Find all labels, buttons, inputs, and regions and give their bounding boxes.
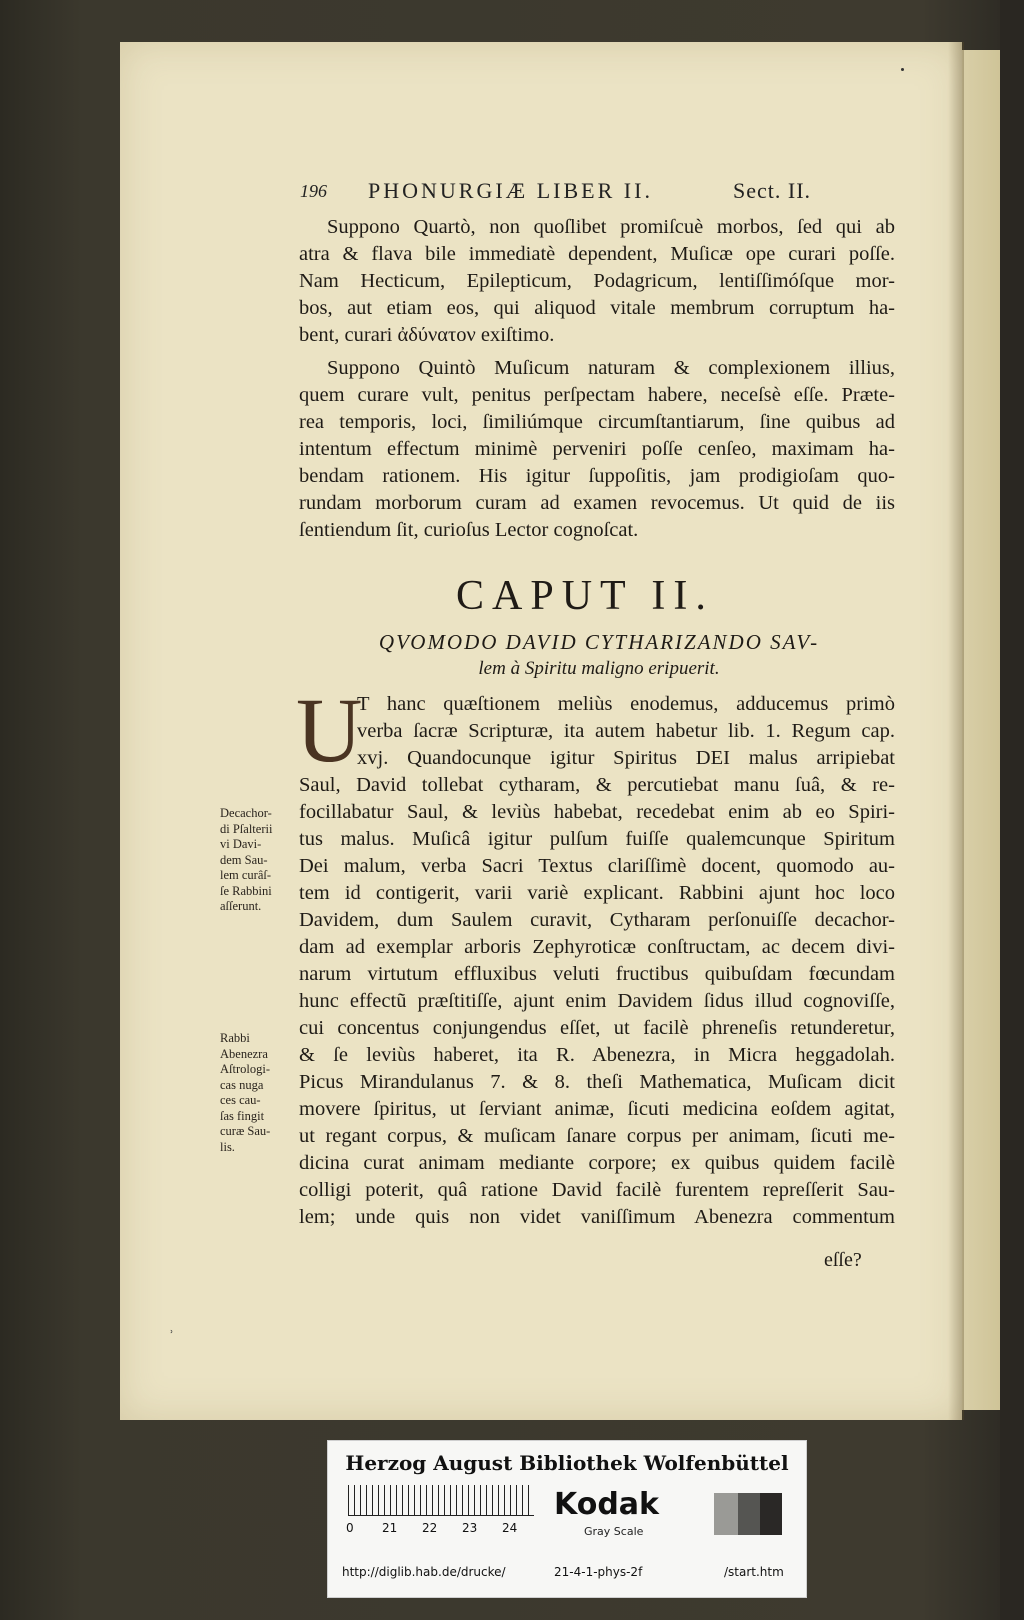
url-row bbox=[328, 1565, 806, 1587]
book-title: PHONURGIÆ LIBER II. bbox=[368, 178, 653, 203]
ruler-labels bbox=[346, 1521, 546, 1539]
margin-note-line: ſas fingit bbox=[220, 1108, 265, 1123]
margin-note-line: ces cau- bbox=[220, 1093, 261, 1107]
gray-swatch-dark bbox=[760, 1493, 782, 1535]
chapter-subtitle bbox=[299, 628, 899, 682]
text-line: narum virtutum effluxibus veluti fructibus quibuſdam fœcundam bbox=[299, 963, 895, 985]
ruler-label: 21 bbox=[382, 1521, 398, 1535]
text-line: cui concentus conjungendus eſſet, ut facilè phreneſis retunderetur, bbox=[299, 1017, 895, 1039]
text-line: xvj. Quandocunque igitur Spiritus DEI malus arripiebat bbox=[357, 747, 895, 769]
url-part: 21-4-1-phys-2f bbox=[554, 1565, 643, 1579]
text-line: rundam morborum curam ad examen revocemus. Ut quid de iis bbox=[299, 492, 895, 514]
text-line: lem; unde quis non videt vaniſſimum Abenezra commentum bbox=[299, 1206, 895, 1228]
facing-page-dark-edge bbox=[1000, 0, 1024, 1620]
margin-note-line: Rabbi bbox=[220, 1031, 250, 1045]
url-part: http://diglib.hab.de/drucke/ bbox=[342, 1565, 506, 1579]
section-label: Sect. II. bbox=[733, 178, 812, 203]
gray-swatch-mid bbox=[738, 1493, 760, 1535]
text-line: rea temporis, loci, ſimiliúmque circumſtantiarum, ſine quibus ad bbox=[299, 411, 895, 433]
gray-scale-label: Gray Scale bbox=[584, 1525, 644, 1538]
text-line: Picus Mirandulanus 7. & 8. theſi Mathematica, Muſicam dicit bbox=[299, 1071, 895, 1093]
drop-cap: U bbox=[296, 679, 363, 781]
text-line: tus malus. Muſicâ igitur pulſum fuiſſe qualemcunque Spiritum bbox=[299, 828, 895, 850]
margin-note-line: lem curâſ- bbox=[220, 868, 272, 882]
chapter-body bbox=[299, 691, 895, 1231]
text-line: Davidem, dum Saulem curavit, Cytharam perſonuiſſe decachor- bbox=[299, 909, 895, 931]
text-line: tem id contigerit, varii variè explicant. Rabbini ajunt hoc loco bbox=[299, 882, 895, 904]
url-part: /start.htm bbox=[724, 1565, 784, 1579]
margin-note-line: Decachor- bbox=[220, 806, 272, 820]
scale-ruler bbox=[348, 1485, 534, 1516]
text-line: dicina curat animam mediante corpore; ex quibus quidem facilè bbox=[299, 1152, 895, 1174]
margin-note-line: curæ Sau- bbox=[220, 1124, 271, 1138]
text-line: bos, aut etiam eos, qui aliquod vitale membrum corruptum ha- bbox=[299, 297, 895, 319]
text-line: Saul, David tollebat cytharam, & percutiebat manu ſuâ, & re- bbox=[299, 774, 895, 796]
ink-dot bbox=[901, 68, 904, 71]
margin-note-line: dem Sau- bbox=[220, 852, 268, 867]
text-line: movere ſpiritus, ut ſerviant animæ, ſicuti medicina eoſdem agitat, bbox=[299, 1098, 895, 1120]
kodak-logo: Kodak bbox=[554, 1487, 659, 1522]
ruler-label: 23 bbox=[462, 1521, 478, 1535]
text-line: dam ad exemplar arboris Zephyroticæ conſtructam, ac decem divi- bbox=[299, 936, 895, 958]
text-line: colligi poterit, quâ ratione David facilè furentem repreſſerit Sau- bbox=[299, 1179, 895, 1201]
text-line: ut regant corpus, & muſicam ſanare corpus per animam, ſicuti me- bbox=[299, 1125, 895, 1147]
text-line: quem curare vult, penitus perſpectam habere, neceſsè eſſe. Præte- bbox=[299, 384, 895, 406]
text-line: Nam Hecticum, Epilepticum, Podagricum, lentiſſimóſque mor- bbox=[299, 270, 895, 292]
text-line: bendam rationem. His igitur ſuppoſitis, jam prodigioſam quo- bbox=[299, 465, 895, 487]
stray-mark: ˒ bbox=[170, 1325, 174, 1339]
intro-paragraph-1 bbox=[299, 214, 895, 349]
text-line: ſentiendum ſit, curioſus Lector cognoſcat. bbox=[299, 519, 639, 541]
subtitle-line-2: lem à Spiritu maligno eripuerit. bbox=[478, 658, 720, 679]
library-name: Herzog August Bibliothek Wolfenbüttel bbox=[345, 1451, 789, 1475]
text-line: verba ſacræ Scripturæ, ita autem habetur lib. 1. Regum cap. bbox=[357, 720, 895, 742]
text-line: Suppono Quartò, non quoſlibet promiſcuè morbos, ſed qui ab bbox=[327, 216, 895, 238]
margin-note-line: ſe Rabbini bbox=[220, 883, 272, 898]
ruler-label: 24 bbox=[502, 1521, 518, 1535]
text-line: Dei malum, verba Sacri Textus clariſſimè docent, quomodo au- bbox=[299, 855, 895, 877]
text-line: & ſe leviùs haberet, ita R. Abenezra, in Micra heggadolah. bbox=[299, 1044, 895, 1066]
running-head bbox=[300, 178, 860, 208]
margin-note-line: Abenezra bbox=[220, 1046, 268, 1061]
margin-note-line: lis. bbox=[220, 1139, 235, 1154]
margin-note-line: aſſerunt. bbox=[220, 899, 262, 913]
intro-paragraph-2 bbox=[299, 355, 895, 544]
text-line: intentum effectum minimè perveniri poſſe cenſeo, maximam ha- bbox=[299, 438, 895, 460]
text-line: atra & flava bile immediatè dependent, Muſicæ ope curari poſſe. bbox=[299, 243, 895, 265]
text-line: bent, curari ἀδύνατον exiſtimo. bbox=[299, 324, 555, 346]
gray-swatch-light bbox=[714, 1493, 738, 1535]
catchword: eſſe? bbox=[824, 1249, 862, 1271]
margin-note-abenezra bbox=[220, 1031, 286, 1155]
page-number: 196 bbox=[300, 181, 327, 201]
margin-note-line: di Pſalterii bbox=[220, 821, 273, 836]
ruler-label: 22 bbox=[422, 1521, 438, 1535]
margin-note-line: vi Davi- bbox=[220, 837, 262, 851]
text-line: Suppono Quintò Muſicum naturam & complexionem illius, bbox=[327, 357, 895, 379]
subtitle-line-1: QVOMODO DAVID CYTHARIZANDO SAV- bbox=[378, 630, 820, 654]
ruler-label: 0 bbox=[346, 1521, 354, 1535]
chapter-heading: CAPUT II. bbox=[456, 573, 714, 619]
text-line: T hanc quæſtionem meliùs enodemus, adducemus primò bbox=[357, 693, 895, 715]
library-color-card bbox=[327, 1440, 807, 1598]
margin-note-line: Aſtrologi- bbox=[220, 1062, 270, 1076]
page-gutter-shadow bbox=[948, 42, 964, 1420]
margin-note-line: cas nuga bbox=[220, 1077, 264, 1092]
text-line: hunc effectũ præſtitiſſe, ajunt enim Davidem ſidus illud cognoviſſe, bbox=[299, 990, 895, 1012]
text-line: focillabatur Saul, & leviùs habebat, recedebat enim ab eo Spiri- bbox=[299, 801, 895, 823]
margin-note-rabbini bbox=[220, 806, 286, 915]
